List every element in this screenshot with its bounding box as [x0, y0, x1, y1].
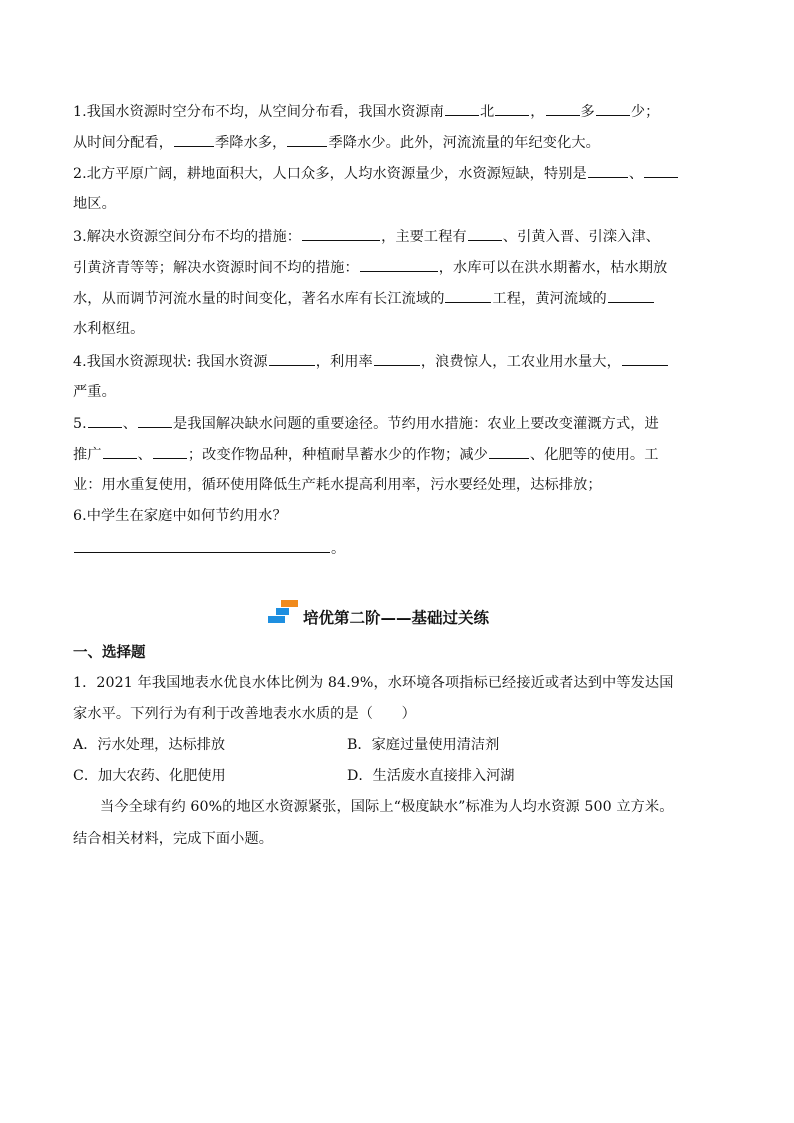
q4-text: ，浪费惊人，工农业用水量大， [420, 354, 621, 370]
q6-text: 6.中学生在家庭中如何节约用水？ [73, 508, 287, 524]
q3-text: 3.解决水资源空间分布不均的措施： [73, 229, 302, 245]
q3-text: 水，从而调节河流水量的时间变化，著名水库有长江流域的 [73, 291, 445, 307]
blank[interactable] [287, 132, 327, 147]
q5-text: 5. [73, 416, 87, 432]
q1-text: 1.我国水资源时空分布不均，从空间分布看，我国水资源南 [73, 104, 444, 120]
blank[interactable] [374, 351, 420, 366]
blank[interactable] [103, 444, 137, 459]
section-block-icon [268, 598, 302, 628]
section-header [268, 598, 548, 628]
q6-line-2 [73, 538, 725, 559]
q3-text: 工程，黄河流域的 [492, 291, 607, 307]
blank[interactable] [88, 413, 122, 428]
q3-line-3 [73, 288, 725, 309]
mcq-stem-line-1: 1．2021 年我国地表水优良水体比例为 84.9%，水环境各项指标已经接近或者达到中等发达国 [73, 675, 674, 691]
mcq-stem-line-2: 家水平。下列行为有利于改善地表水水质的是（ ） [73, 706, 416, 722]
q5-text: ；改变作物品种，种植耐旱蓄水少的作物；减少 [187, 447, 488, 463]
q2-line-2 [73, 194, 725, 214]
blank[interactable] [489, 444, 529, 459]
q2-text: 2.北方平原广阔，耕地面积大，人口众多，人均水资源量少，水资源短缺，特别是 [73, 166, 587, 182]
q3-text: 水利枢纽。 [73, 321, 145, 337]
q5-text: 、化肥等的使用。工 [529, 447, 659, 463]
option-d[interactable]: D．生活废水直接排入河湖 [347, 768, 515, 784]
answer-blank[interactable] [74, 538, 330, 553]
q5-text: 业：用水重复使用，循环使用降低生产耗水提高利用率，污水要经处理，达标排放； [73, 477, 602, 493]
q2-line-1 [73, 163, 725, 184]
blank[interactable] [596, 101, 630, 116]
blank[interactable] [588, 163, 628, 178]
q4-text: 4.我国水资源现状: 我国水资源 [73, 354, 268, 370]
option-a[interactable]: A．污水处理，达标排放 [73, 737, 226, 753]
q2-text: 、 [628, 166, 644, 182]
blank[interactable] [269, 351, 315, 366]
blank[interactable] [174, 132, 214, 147]
q3-text: ，水库可以在洪水期蓄水，枯水期放 [438, 260, 668, 276]
q2-text: 地区。 [73, 196, 116, 212]
q5-text: 、 [122, 416, 138, 432]
q5-text: 、 [137, 447, 152, 463]
option-c[interactable]: C．加大农药、化肥使用 [73, 768, 226, 784]
passage-line-1: 当今全球有约 60%的地区水资源紧张，国际上“极度缺水”标准为人均水资源 500 立方米。 [100, 799, 674, 815]
blank[interactable] [495, 101, 529, 116]
blank[interactable] [445, 288, 491, 303]
blank[interactable] [644, 163, 678, 178]
q5-text: 是我国解决缺水问题的重要途径。节约用水措施：农业上要改变灌溉方式，进 [173, 416, 659, 432]
q6-line-1 [73, 506, 725, 526]
q3-line-2 [73, 257, 725, 278]
q1-text: 从时间分配看， [73, 135, 174, 151]
blank[interactable] [546, 101, 580, 116]
section-heading: 一、选择题 [73, 645, 146, 661]
option-b[interactable]: B．家庭过量使用清洁剂 [347, 737, 500, 753]
blank[interactable] [302, 226, 380, 241]
q1-text: 北 [479, 104, 495, 120]
section-title: 培优第二阶——基础过关练 [303, 609, 490, 627]
q1-text: 多 [580, 104, 595, 120]
q3-text: 、引黄入晋、引滦入津、 [502, 229, 660, 245]
q4-line-2 [73, 382, 725, 402]
q5-line-3 [73, 475, 725, 495]
blank[interactable] [445, 101, 479, 116]
q4-text: ，利用率 [315, 354, 373, 370]
q5-line-2 [73, 444, 725, 465]
blank[interactable] [153, 444, 187, 459]
q4-line-1 [73, 351, 725, 372]
blank[interactable] [468, 226, 502, 241]
q1-line-1 [73, 101, 725, 122]
q1-text: 季降水多， [215, 135, 287, 151]
blank[interactable] [138, 413, 172, 428]
q1-text: ， [530, 104, 545, 120]
q4-text: 严重。 [73, 384, 116, 400]
blank[interactable] [622, 351, 668, 366]
q1-text: 季降水少。此外，河流流量的年纪变化大。 [328, 135, 600, 151]
q5-line-1 [73, 413, 725, 434]
blank[interactable] [360, 257, 438, 272]
passage-line-2: 结合相关材料，完成下面小题。 [73, 831, 274, 847]
q3-line-4 [73, 319, 725, 339]
blank[interactable] [608, 288, 654, 303]
q3-text: 引黄济青等等；解决水资源时间不均的措施： [73, 260, 359, 276]
q3-text: ，主要工程有 [381, 229, 467, 245]
q1-text: 少； [630, 104, 660, 120]
q3-line-1 [73, 226, 725, 247]
q5-text: 推广 [73, 447, 102, 463]
q1-line-2 [73, 132, 725, 153]
q6-text: 。 [331, 541, 346, 557]
